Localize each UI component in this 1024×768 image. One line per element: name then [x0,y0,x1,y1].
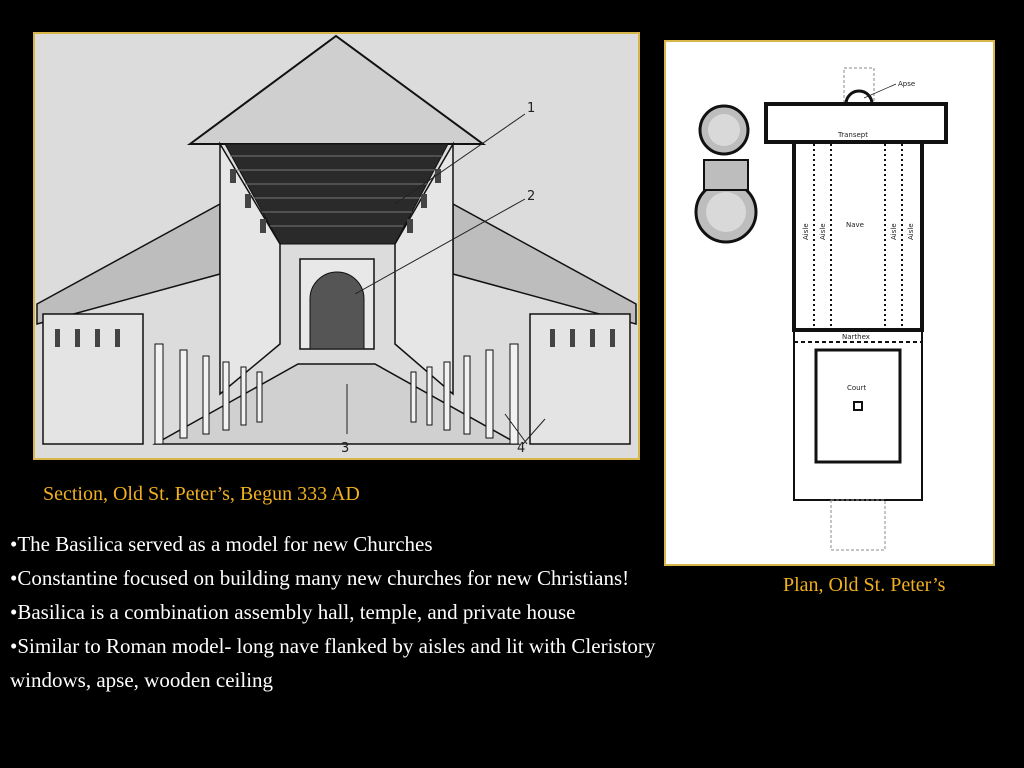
basilica-plan-drawing [666,42,993,564]
plan-label-court: Court [847,384,867,392]
section-caption: Section, Old St. Peter’s, Begun 333 AD [43,483,360,505]
plan-caption: Plan, Old St. Peter’s [783,574,946,596]
bullet-item: •Similar to Roman model- long nave flanked by aisles and lit with Cleristory windows, apse, wooden ceiling [10,634,656,692]
plan-label-apse: Apse [898,80,916,88]
basilica-section-drawing [35,34,638,458]
plan-label-aisle-right-outer: Aisle [907,223,915,240]
bullet-list [10,527,730,697]
section-label-2: 2 [527,189,536,204]
plan-label-narthex: Narthex [842,333,870,341]
plan-label-aisle-left-outer: Aisle [802,223,810,240]
section-label-3: 3 [341,441,350,456]
section-label-4: 4 [517,441,526,456]
plan-label-transept: Transept [838,131,868,139]
section-label-1: 1 [527,101,536,116]
bullet-item: •Basilica is a combination assembly hall, temple, and private house [10,600,576,624]
bullet-item: •The Basilica served as a model for new Churches [10,532,433,556]
section-illustration [33,32,640,460]
plan-label-nave: Nave [846,221,864,229]
bullet-item: •Constantine focused on building many new churches for new Christians! [10,566,630,590]
plan-label-aisle-right-inner: Aisle [890,223,898,240]
plan-label-aisle-left-inner: Aisle [819,223,827,240]
plan-illustration [664,40,995,566]
